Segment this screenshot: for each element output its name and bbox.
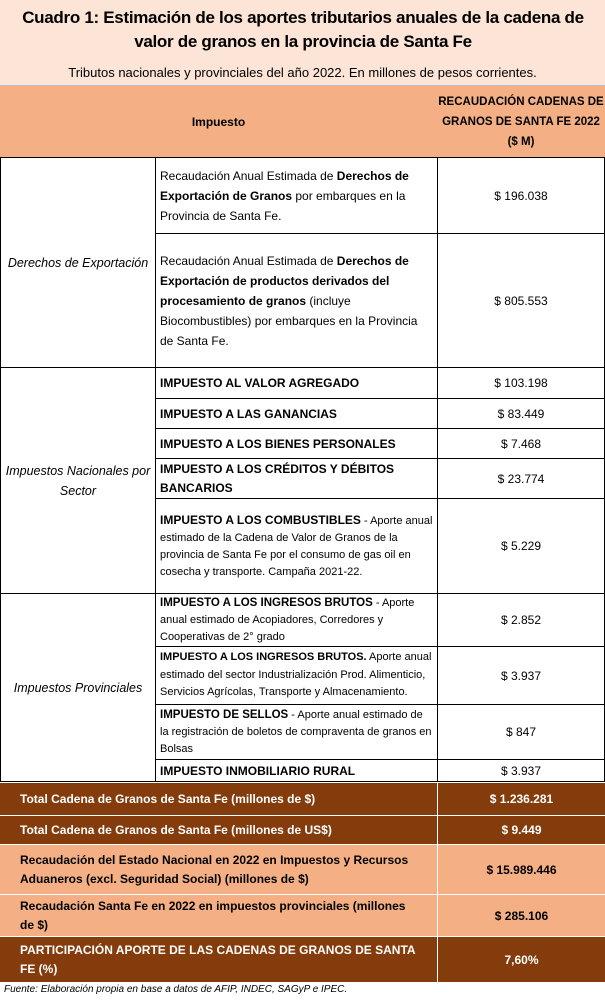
tax-table <box>0 158 605 782</box>
summary-label: Total Cadena de Granos de Santa Fe (millones de $) <box>20 791 316 806</box>
table-row-description: Recaudación Anual Estimada de Derechos de Exportación de Granos por embarques en la Provincia de Santa Fe. <box>155 158 437 234</box>
table-subtitle: Tributos nacionales y provinciales del año 2022. En millones de pesos corrientes. <box>68 65 537 80</box>
title-block <box>0 0 605 86</box>
summary-value: 7,60% <box>437 937 605 982</box>
summary-value: $ 9.449 <box>437 816 605 844</box>
table-row-value: $ 3.937 <box>437 760 605 782</box>
table-row-description: IMPUESTO A LOS INGRESOS BRUTOS. Aporte anual estimado del sector Industrialización Prod. Alimenticio, Servicios Agrícolas, Transporte y Almacenamiento. <box>155 647 437 705</box>
table-row-description: IMPUESTO A LAS GANANCIAS <box>155 399 437 429</box>
summary-row-recaudacion-provincial <box>0 894 605 936</box>
summary-value: $ 1.236.281 <box>437 783 605 815</box>
table-row-description: IMPUESTO AL VALOR AGREGADO <box>155 368 437 399</box>
table-row-description: IMPUESTO DE SELLOS - Aporte anual estimado de la registración de boletos de compraventa de granos en Bolsas <box>155 705 437 760</box>
summary-label: PARTICIPACIÓN APORTE DE LAS CADENAS DE GRANOS DE SANTA FE (%) <box>20 942 416 976</box>
summary-row-total-pesos <box>0 782 605 815</box>
summary-value: $ 285.106 <box>437 895 605 936</box>
summary-row-participacion <box>0 936 605 982</box>
table-row-value: $ 3.937 <box>437 647 605 705</box>
table-row-value: $ 7.468 <box>437 429 605 459</box>
table-row-description: Recaudación Anual Estimada de Derechos de Exportación de productos derivados del procesamiento de granos (incluye Biocombustibles) por embarques en la Provincia de Santa Fe. <box>155 234 437 368</box>
table-row-description: IMPUESTO A LOS INGRESOS BRUTOS - Aporte anual estimado de Acopiadores, Corredores y Cooperativas de 2° grado <box>155 594 437 647</box>
header-recaudacion: RECAUDACIÓN CADENAS DE GRANOS DE SANTA FE 2022 ($ M) <box>438 96 604 148</box>
table-row-value: $ 847 <box>437 705 605 760</box>
table-row-description: IMPUESTO A LOS COMBUSTIBLES - Aporte anual estimado de la Cadena de Valor de Granos de la provincia de Santa Fe por el consumo de gas oil en cosecha y transporte. Campaña 2021-22. <box>155 499 437 594</box>
group-impuestos-nacionales: Impuestos Nacionales por Sector <box>0 368 155 594</box>
table-row-value: $ 805.553 <box>437 234 605 368</box>
table-row-value: $ 2.852 <box>437 594 605 647</box>
summary-label: Recaudación Santa Fe en 2022 en impuestos provinciales (millones de $) <box>20 898 406 932</box>
header-impuesto: Impuesto <box>191 115 246 129</box>
summary-value: $ 15.989.446 <box>437 845 605 894</box>
table-row-description: IMPUESTO A LOS BIENES PERSONALES <box>155 429 437 459</box>
table-row-value: $ 83.449 <box>437 399 605 429</box>
table-row-description: IMPUESTO A LOS CRÉDITOS Y DÉBITOS BANCARIOS <box>155 459 437 499</box>
summary-label: Total Cadena de Granos de Santa Fe (millones de US$) <box>20 822 332 837</box>
footnote: Fuente: Elaboración propia en base a datos de AFIP, INDEC, SAGyP e IPEC. <box>4 984 348 995</box>
table-row-value: $ 5.229 <box>437 499 605 594</box>
table-row-value: $ 196.038 <box>437 158 605 234</box>
table-header <box>0 86 605 158</box>
summary-label: Recaudación del Estado Nacional en 2022 en Impuestos y Recursos Aduaneros (excl. Seguridad Social) (millones de $) <box>20 852 409 886</box>
group-impuestos-provinciales: Impuestos Provinciales <box>0 594 155 782</box>
summary-row-total-usd <box>0 815 605 844</box>
table-row-value: $ 23.774 <box>437 459 605 499</box>
table-row-description: IMPUESTO INMOBILIARIO RURAL <box>155 760 437 782</box>
table-row-value: $ 103.198 <box>437 368 605 399</box>
group-derechos-exportacion: Derechos de Exportación <box>0 158 155 368</box>
summary-row-recaudacion-nacional <box>0 844 605 894</box>
table-title: Cuadro 1: Estimación de los aportes tributarios anuales de la cadena de valor de granos en la provincia de Santa Fe <box>22 8 584 51</box>
